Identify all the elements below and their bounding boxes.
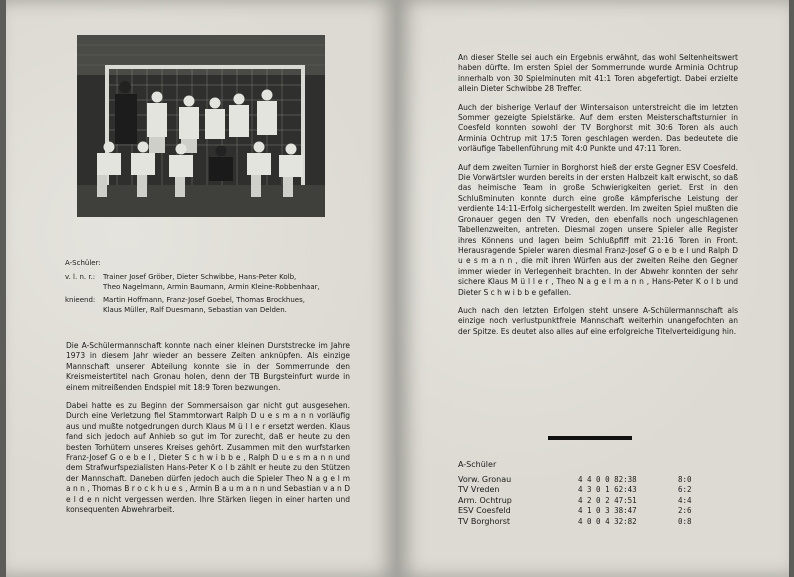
caption-names: Trainer Josef Gröber, Dieter Schwibbe, Hans-Peter Kolb, Theo Nagelmann, Armin Baumann, Armin Kleine-Robbenhaar, [103,273,320,291]
team-name: Vorw. Gronau [458,474,512,484]
team-name: TV Borghorst [458,516,511,526]
team-stats: 4 3 0 1 62:43 [578,485,637,495]
team-stats: 4 1 0 3 38:47 [578,506,637,516]
divider [548,436,632,440]
paragraph: Auch nach den letzten Erfolgen steht unsere A-Schülermannschaft als einzige noch verlustpunktfreie Mannschaft weiterhin unangefochten an der Spitze. Es deutet also alles auf eine erfolgreiche Titelverteidigung hin. [458,305,738,336]
paragraph: An dieser Stelle sei auch ein Ergebnis erwähnt, das wohl Seltenheitswert haben dürfte. Im ersten Spiel der Sommerrunde wurde Arminia Ochtrup innerhalb von 30 Spielminuten mit 41:1 Toren abgefertigt. Dabei erzielte allein Dieter Schwibbe 28 Treffer. [458,53,738,94]
team-stats: 4 0 0 4 32:82 [578,516,637,526]
team-points: 8:0 [678,474,692,484]
table-row [458,506,728,517]
paragraph: Dabei hatte es zu Beginn der Sommersaison gar nicht gut ausgesehen. Durch eine Verletzung fiel Stammtorwart Ralph D u e s m a n n vorläufig aus und mußte notgedrungen durch Klaus M ü l l e r ersetzt werden. Klaus fand sich jedoch auf Anhieb so gut im Tor zurecht, daß er heute zu den besten Torhütern unseres Kreises gehört. Zusammen mit den wurfstarken Franz-Josef G o e b e l , Dieter S c h w i b b e , Ralph D u e s m a n n und dem Strafwurfspezialisten Hans-Peter K o l b zählt er heute zu den Stützen der Mannschaft. Daneben dürfen jedoch auch die Spieler Theo N a g e l m a n n , Thomas B r o c k h u e s , Armin B a u m a n n und Sebastian v a n D e l d e n nicht vergessen werden. Ihre Stärken liegen in einer harten und konsequenten Abwehrarbeit. [66,401,350,515]
table-row [458,496,728,507]
right-article [458,53,738,345]
caption-row [65,272,365,292]
caption-names: Martin Hoffmann, Franz-Josef Goebel, Thomas Brockhues, Klaus Müller, Ralf Duesmann, Sebastian van Delden. [103,296,305,314]
team-name: ESV Coesfeld [458,506,511,516]
caption-heading: A-Schüler: [65,259,101,267]
table-row [458,517,728,528]
team-points: 6:2 [678,485,692,495]
table-row [458,485,728,496]
standings-table [458,460,728,528]
team-points: 0:8 [678,516,692,526]
left-article [66,341,350,524]
caption-label: v. l. n. r.: [65,273,96,281]
team-points: 2:6 [678,506,692,516]
paragraph: Auf dem zweiten Turnier in Borghorst hieß der erste Gegner ESV Coesfeld. Die Vorwärtsler wurden bereits in der ersten Halbzeit kalt erwischt, so daß das heimische Team in große Schwierigkeiten geriet. Erst in den Schlußminuten konnte durch eine große kämpferische Leistung der verdiente 14:11-Erfolg sichergestellt werden. Im zweiten Spiel mußten die Gronauer gegen den TV Vreden, den ebenfalls noch ungeschlagenen Tabellenzweiten, antreten. Diesmal zogen unsere Spieler alle Register ihres Könnens und lagen beim Schlußpfiff mit 21:16 Toren in Front. Herausragende Spieler waren diesmal Franz-Josef G o e b e l und Ralph D u e s m a n n , die mit ihren Würfen aus der zweiten Reihe den Gegner immer wieder in Verlegenheit brachten. In der Abwehr konnten der sehr sichere Klaus M ü l l e r , Theo N a g e l m a n n , Hans-Peter K o l b und Dieter S c h w i b b e gefallen. [458,162,738,297]
photo-caption [65,258,365,315]
team-stats: 4 2 0 2 47:51 [578,495,637,505]
team-points: 4:4 [678,495,692,505]
team-stats: 4 4 0 0 82:38 [578,474,637,484]
team-name: Arm. Ochtrup [458,495,512,505]
table-row [458,475,728,486]
team-name: TV Vreden [458,485,500,495]
team-photo [77,35,325,217]
paragraph: Die A-Schülermannschaft konnte nach einer kleinen Durststrecke im Jahre 1973 in diesem Jahr wieder an bessere Zeiten anknüpfen. Als einzige Mannschaft unserer Abteilung konnte sie in der Sommerrunde den Kreismeistertitel nach Gronau holen, denn der TB Burgsteinfurt wurde in einem mitreißenden Endspiel mit 18:9 Toren bezwungen. [66,341,350,392]
caption-label: knieend: [65,296,96,304]
paragraph: Auch der bisherige Verlauf der Wintersaison unterstreicht die im letzten Sommer gezeigte Spielstärke. Auf dem ersten Meisterschaftsturnier in Coesfeld konnten sowohl der TV Borghorst mit 30:6 Toren als auch Arminia Ochtrup mit 17:5 Toren geschlagen werden. Das bedeutete die vorläufige Tabellenführung mit 4:0 Punkte und 47:11 Toren. [458,102,738,154]
standings-heading: A-Schüler [458,460,497,469]
caption-row [65,295,365,315]
